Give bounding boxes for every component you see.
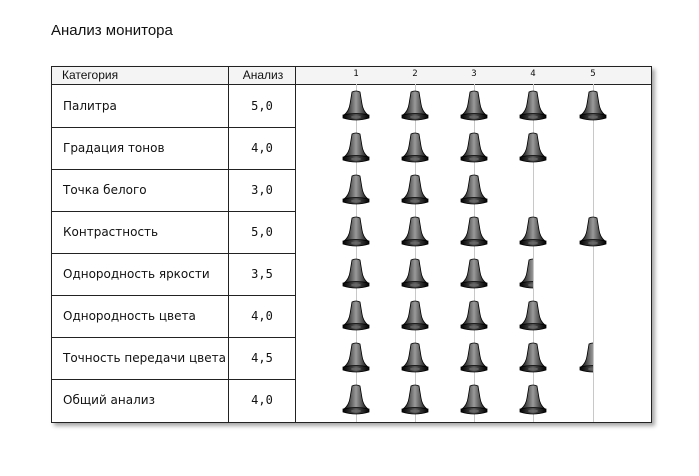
bell-icon [400,216,430,250]
score-table [51,66,652,423]
table-row [52,337,651,379]
page-title: Анализ монитора [51,22,173,39]
table-row [52,85,651,127]
bell-icon [459,384,489,418]
table-row [52,127,651,169]
row-score: 4,0 [251,141,273,155]
row-category: Палитра [63,99,117,113]
bell-icon [341,132,371,166]
row-separator [52,169,296,170]
scale-label: 1 [353,69,359,79]
bell-icon [518,342,548,376]
scale-label: 3 [471,69,477,79]
row-category: Однородность цвета [63,309,196,323]
table-row [52,295,651,337]
row-category: Однородность яркости [63,267,210,281]
row-score: 4,0 [251,309,273,323]
row-category: Контрастность [63,225,159,239]
row-category: Градация тонов [63,141,165,155]
bell-icon [578,342,593,376]
bell-icon [400,300,430,334]
scale-label: 4 [530,69,536,79]
bell-icon [341,342,371,376]
row-score: 5,0 [251,225,273,239]
table-row [52,379,651,421]
row-separator [52,211,296,212]
bell-icon [341,258,371,292]
bell-icon [400,90,430,124]
bell-icon [400,132,430,166]
scale-label: 5 [590,69,596,79]
table-row [52,211,651,253]
bell-icon [518,300,548,334]
row-score: 5,0 [251,99,273,113]
bell-icon [400,342,430,376]
row-separator [52,379,296,380]
row-separator [52,295,296,296]
row-separator [52,337,296,338]
bell-icon [578,216,608,250]
bell-icon [459,174,489,208]
bell-icon [341,90,371,124]
row-score: 4,5 [251,351,273,365]
bell-icon [459,342,489,376]
bell-icon [518,216,548,250]
row-score: 3,5 [251,267,273,281]
row-category: Точность передачи цвета [63,351,226,365]
row-category: Точка белого [63,183,147,197]
row-category: Общий анализ [63,393,155,407]
bell-icon [341,174,371,208]
bell-icon [459,90,489,124]
bell-icon [341,384,371,418]
row-separator [52,127,296,128]
bell-icon [459,300,489,334]
bell-icon [400,174,430,208]
header-category: Категория [62,68,119,82]
table-row [52,253,651,295]
row-score: 4,0 [251,393,273,407]
bell-icon [459,216,489,250]
bell-icon [578,90,608,124]
header-score: Анализ [242,68,284,82]
bell-icon [341,300,371,334]
bell-icon [518,258,533,292]
bell-icon [518,132,548,166]
row-score: 3,0 [251,183,273,197]
scale-label: 2 [412,69,418,79]
bell-icon [400,258,430,292]
bell-icon [518,384,548,418]
row-separator [52,253,296,254]
bell-icon [341,216,371,250]
bell-icon [400,384,430,418]
bell-icon [518,90,548,124]
table-row [52,169,651,211]
bell-icon [459,258,489,292]
bell-icon [459,132,489,166]
